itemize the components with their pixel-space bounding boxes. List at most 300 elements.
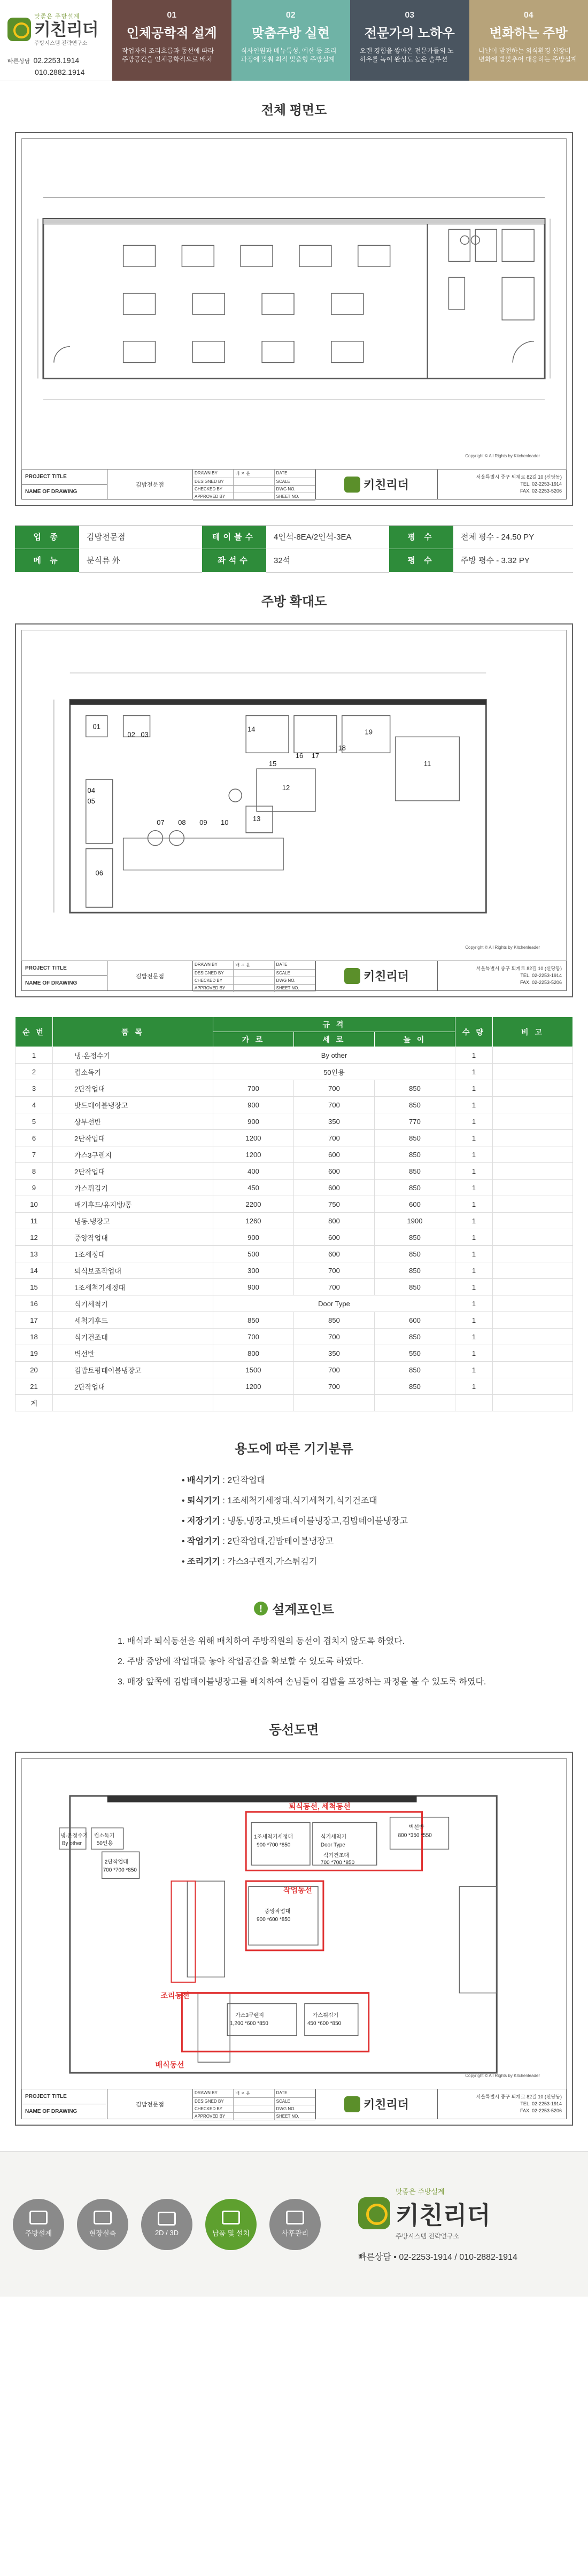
table-row	[16, 1097, 573, 1113]
table-cell: By other	[213, 1047, 455, 1064]
table-cell: 세척기후드	[53, 1312, 213, 1329]
table-cell: 850	[294, 1312, 375, 1329]
grid-cell: DESIGNED BY	[193, 2098, 234, 2105]
table-cell: 가스3구렌지	[53, 1146, 213, 1163]
title-block-logo	[316, 470, 438, 499]
flow-label-work: 작업동선	[283, 1886, 312, 1895]
list-item: 3. 매장 앞쪽에 김밥테이블냉장고를 배치하여 손님들이 김밥을 포장하는 과정을 볼 수 있도록 하였다.	[118, 1677, 486, 1687]
tel: TEL. 02-2253-1914	[520, 481, 562, 487]
footer-contact: 빠른상담 • 02-2253-1914 / 010-2882-1914	[358, 2253, 517, 2262]
table-cell	[493, 1113, 573, 1130]
flow-box-text: 컵소독기	[94, 1833, 115, 1839]
logo[interactable]	[7, 12, 112, 46]
title-block	[21, 961, 567, 991]
table-cell: 15	[16, 1279, 53, 1295]
grid-cell: SCALE	[275, 2098, 315, 2105]
table-cell: 1200	[213, 1146, 294, 1163]
table-cell: 1	[455, 1146, 493, 1163]
flow-floor-plan[interactable]	[21, 1758, 567, 2089]
grid-cell: DATE	[275, 961, 315, 970]
col-height: 높 이	[375, 1032, 455, 1047]
list-item: 1. 배식과 퇴식동선을 위해 배치하여 주방직원의 동선이 겹치지 않도록 하였다.	[118, 1637, 405, 1646]
service-circle[interactable]	[141, 2199, 192, 2250]
section-title-kitchen-plan: 주방 확대도	[261, 595, 327, 609]
table-cell: 1	[455, 1362, 493, 1378]
table-cell	[493, 1329, 573, 1345]
table-row	[16, 1312, 573, 1329]
footer-brand	[358, 2186, 517, 2262]
table-cell	[53, 1395, 213, 1411]
grid-cell: DRAWN BY	[193, 470, 234, 478]
table-cell: 1	[455, 1262, 493, 1279]
info-value: 전체 평수 - 24.50 PY	[453, 526, 573, 549]
table-cell: 1	[455, 1113, 493, 1130]
table-cell	[493, 1180, 573, 1196]
table-cell: 1	[455, 1295, 493, 1312]
col-name: 품 목	[53, 1017, 213, 1047]
exclamation-icon: !	[254, 1602, 268, 1615]
flow-box-text: 700 *700 *850	[103, 1867, 137, 1874]
grid-cell	[234, 970, 274, 977]
table-cell: 1조세척기세정대	[53, 1279, 213, 1295]
project-name: 김밥전문점	[107, 470, 193, 499]
feature-tiles	[112, 0, 588, 81]
equipment-number-label: 09	[199, 818, 207, 826]
flow-box-text: 중앙작업대	[265, 1909, 291, 1915]
table-row	[16, 1080, 573, 1097]
info-key: 평 수	[389, 549, 453, 573]
grid-cell: CHECKED BY	[193, 486, 234, 493]
service-circle[interactable]	[77, 2199, 128, 2250]
address: 서울특별시 중구 퇴계로 82길 10 (신당동)	[476, 966, 562, 971]
class-value: 2단작업대,김밥테이블냉장고	[227, 1537, 334, 1546]
class-value: 냉동,냉장고,밧드테이블냉장고,김밥테이블냉장고	[227, 1517, 408, 1526]
table-cell: 1	[455, 1097, 493, 1113]
class-key: 배식기기	[187, 1476, 220, 1485]
table-cell: 1	[455, 1180, 493, 1196]
equipment-number-label: 07	[157, 818, 165, 826]
footer-slogan: 맛좋은 주방설계	[396, 2188, 445, 2196]
table-cell: 700	[294, 1097, 375, 1113]
table-cell: 1	[455, 1312, 493, 1329]
flow-box-text: 냉·온정수기	[60, 1833, 88, 1839]
table-cell	[493, 1345, 573, 1362]
class-value: 가스3구렌지,가스튀김기	[227, 1557, 318, 1566]
table-row	[16, 1279, 573, 1295]
footer-logo[interactable]	[358, 2186, 517, 2241]
flow-box-text: 700 *700 *850	[320, 1860, 355, 1866]
table-cell: 700	[294, 1329, 375, 1345]
table-cell	[493, 1279, 573, 1295]
flow-label-cook: 조리동선	[160, 1991, 190, 2000]
list-item: • 퇴식기기 : 1조세척기세정대,식기세척기,식기건조대	[182, 1496, 377, 1505]
flow-plan-sheet	[15, 1752, 573, 2126]
address: 서울특별시 중구 퇴계로 82길 10 (신당동)	[476, 2094, 562, 2099]
equipment-number-label: 16	[295, 752, 304, 760]
full-floor-plan[interactable]	[21, 138, 567, 470]
contact-info	[7, 55, 112, 77]
table-row	[16, 1064, 573, 1080]
equipment-number-label: 06	[95, 869, 103, 877]
feature-tile	[350, 0, 469, 81]
table-cell: 2단작업대	[53, 1163, 213, 1180]
table-cell: 850	[375, 1097, 455, 1113]
table-cell: 식기세척기	[53, 1295, 213, 1312]
feature-tile	[469, 0, 588, 81]
table-cell: 850	[375, 1080, 455, 1097]
table-cell: 퇴식보조작업대	[53, 1262, 213, 1279]
project-info-table	[15, 525, 573, 573]
equipment-number-label: 05	[87, 797, 95, 805]
tile-desc: 오랜 경험을 쌓아온 전문가들의 노하우를 녹여 완성도 높은 솔루션	[360, 47, 454, 63]
table-cell: 식기건조대	[53, 1329, 213, 1345]
table-row	[16, 1146, 573, 1163]
measure-icon	[94, 2211, 112, 2224]
footer-contact-numbers[interactable]: 02-2253-1914 / 010-2882-1914	[399, 2253, 517, 2262]
col-qty: 수 량	[455, 1017, 493, 1047]
phone-1[interactable]: 02.2253.1914	[33, 56, 80, 65]
tile-desc: 나날이 발전하는 외식환경 신장비 변화에 발맞추어 대응하는 주방설계	[478, 47, 577, 63]
spec-table-body	[16, 1047, 573, 1411]
tel: TEL. 02-2253-1914	[520, 973, 562, 978]
table-cell: 700	[213, 1329, 294, 1345]
grid-cell: APPROVED BY	[193, 2113, 234, 2120]
equipment-number-label: 04	[87, 786, 95, 795]
info-key: 메 뉴	[15, 549, 79, 573]
table-cell: 850	[375, 1180, 455, 1196]
table-cell	[213, 1395, 294, 1411]
classification-list	[107, 1471, 481, 1572]
table-cell: 11	[16, 1213, 53, 1229]
table-cell: 16	[16, 1295, 53, 1312]
table-cell: 벽선반	[53, 1345, 213, 1362]
grid-cell	[234, 486, 274, 493]
list-item: • 작업기기 : 2단작업대,김밥테이블냉장고	[182, 1537, 334, 1546]
table-row	[16, 1246, 573, 1262]
title-block-logo	[316, 2089, 438, 2119]
table-cell: 18	[16, 1329, 53, 1345]
table-cell: 400	[213, 1163, 294, 1180]
page-footer	[0, 2151, 588, 2297]
table-cell: 6	[16, 1130, 53, 1146]
flow-box-text: 가스3구렌지	[235, 2012, 264, 2019]
grid-cell: DESIGNED BY	[193, 478, 234, 486]
table-cell	[493, 1213, 573, 1229]
grid-cell: 배 ㅈ 윤	[234, 470, 274, 478]
info-key: 업 종	[15, 526, 79, 549]
tile-number: 02	[285, 11, 296, 20]
table-cell: 850	[375, 1378, 455, 1395]
table-cell	[493, 1196, 573, 1213]
table-cell: 700	[213, 1080, 294, 1097]
table-cell: 600	[294, 1146, 375, 1163]
equipment-number-label: 19	[365, 728, 373, 736]
tile-desc: 작업자의 조리흐름과 동선에 따라 주방공간을 인체공학적으로 배치	[122, 47, 214, 63]
table-cell: 550	[375, 1345, 455, 1362]
grid-cell: DATE	[275, 2089, 315, 2098]
table-cell: 1	[455, 1047, 493, 1064]
table-cell: 상부선반	[53, 1113, 213, 1130]
drawing-name-label: NAME OF DRAWING	[25, 2109, 78, 2114]
table-cell: 1	[455, 1080, 493, 1097]
tile-number: 03	[405, 11, 415, 20]
service-circles	[13, 2199, 321, 2250]
title-block-logo	[316, 961, 438, 990]
table-cell: 900	[213, 1097, 294, 1113]
title-grid	[193, 470, 316, 499]
tile-number: 04	[523, 11, 533, 20]
table-row	[16, 1262, 573, 1279]
tile-title: 변화하는 주방	[489, 26, 568, 41]
table-cell: 850	[375, 1279, 455, 1295]
contact-label: 빠른상담	[7, 58, 30, 65]
list-item: • 배식기기 : 2단작업대	[182, 1476, 265, 1485]
table-cell: 가스튀김기	[53, 1180, 213, 1196]
table-cell	[493, 1362, 573, 1378]
table-cell: 1조세정대	[53, 1246, 213, 1262]
grid-cell: SHEET NO.	[275, 2113, 315, 2120]
grid-cell: APPROVED BY	[193, 985, 234, 992]
flow-box-text: 가스튀김기	[312, 2012, 339, 2019]
grid-cell: DESIGNED BY	[193, 970, 234, 977]
table-row	[16, 1345, 573, 1362]
service-circle[interactable]	[205, 2199, 257, 2250]
table-cell	[493, 1047, 573, 1064]
table-cell: 밧드테이블냉장고	[53, 1097, 213, 1113]
table-cell: 1	[455, 1329, 493, 1345]
table-cell: 700	[294, 1262, 375, 1279]
table-cell	[493, 1163, 573, 1180]
info-value: 분식류 外	[79, 549, 202, 573]
table-cell: 900	[213, 1229, 294, 1246]
table-cell: 냉동.냉장고	[53, 1213, 213, 1229]
table-cell	[493, 1262, 573, 1279]
grid-cell: 배 ㅈ 윤	[234, 2089, 274, 2098]
feature-tile	[231, 0, 351, 81]
table-cell: 9	[16, 1180, 53, 1196]
table-cell: 1	[455, 1279, 493, 1295]
flow-box-text: 50인용	[96, 1840, 113, 1847]
drawing-name-label: NAME OF DRAWING	[25, 980, 78, 986]
tile-desc: 식사인원과 메뉴특성, 예산 등 조리과정에 맞춰 최적 맞춤형 주방설계	[241, 47, 337, 63]
footer-subtitle: 주방시스템 전략연구소	[396, 2232, 460, 2240]
grid-cell	[234, 2105, 274, 2113]
table-cell: 1260	[213, 1213, 294, 1229]
title-block-brand: 키친리더	[363, 2098, 409, 2111]
table-cell: 12	[16, 1229, 53, 1246]
table-cell: 20	[16, 1362, 53, 1378]
grid-cell: DWG NO.	[275, 486, 315, 493]
phone-2[interactable]: 010.2882.1914	[35, 68, 85, 76]
table-row	[16, 1196, 573, 1213]
table-cell	[294, 1395, 375, 1411]
tile-number: 01	[167, 11, 177, 20]
table-cell: 1900	[375, 1213, 455, 1229]
table-cell	[493, 1229, 573, 1246]
table-row	[16, 1362, 573, 1378]
table-cell: 850	[375, 1262, 455, 1279]
title-block-address	[438, 470, 566, 499]
service-label: 2D / 3D	[154, 2229, 179, 2237]
kitchen-floor-plan[interactable]	[21, 630, 567, 961]
table-cell: 850	[375, 1130, 455, 1146]
equipment-number-label: 12	[282, 784, 290, 792]
grid-cell: 배 ㅈ 윤	[234, 961, 274, 970]
flow-box-text: 벽선반	[408, 1824, 424, 1831]
footer-contact-label: 빠른상담	[358, 2253, 391, 2262]
title-grid	[193, 2089, 316, 2119]
equipment-number-label: 08	[178, 818, 186, 826]
table-row	[16, 1113, 573, 1130]
table-cell: 750	[294, 1196, 375, 1213]
section-title-design-points: 설계포인트	[272, 1603, 334, 1617]
section-title-classification: 용도에 따른 기기분류	[235, 1442, 353, 1456]
project-name: 김밥전문점	[107, 2089, 193, 2119]
table-cell: 350	[294, 1113, 375, 1130]
table-row	[16, 1130, 573, 1146]
table-cell: 14	[16, 1262, 53, 1279]
project-name: 김밥전문점	[107, 961, 193, 990]
table-cell: 50인용	[213, 1064, 455, 1080]
copyright: Copyright © All Rights by Kitchenleader	[465, 454, 540, 458]
equipment-number-label: 02	[127, 730, 135, 739]
class-key: 저장기기	[187, 1517, 220, 1526]
kitchen-plan-sheet	[15, 623, 573, 997]
table-cell: 8	[16, 1163, 53, 1180]
table-cell: 컵소독기	[53, 1064, 213, 1080]
logo-name: 키친리더	[34, 20, 98, 39]
table-row	[16, 1295, 573, 1312]
design-points-list	[53, 1632, 535, 1692]
table-cell: 1500	[213, 1362, 294, 1378]
equipment-number-label: 10	[221, 818, 229, 826]
logo-icon	[358, 2197, 390, 2229]
table-cell: 350	[294, 1345, 375, 1362]
table-cell: 5	[16, 1113, 53, 1130]
section-title-flow-plan: 동선도면	[269, 1723, 319, 1737]
grid-cell: DRAWN BY	[193, 961, 234, 970]
service-circle[interactable]	[269, 2199, 321, 2250]
table-cell	[493, 1295, 573, 1312]
table-cell: Door Type	[213, 1295, 455, 1312]
table-cell: 850	[375, 1163, 455, 1180]
table-cell: 1	[455, 1213, 493, 1229]
title-block-address	[438, 961, 566, 990]
flow-box-text: 450 *600 *850	[307, 2020, 342, 2027]
table-cell	[493, 1064, 573, 1080]
col-note: 비 고	[493, 1017, 573, 1047]
tel: TEL. 02-2253-1914	[520, 2101, 562, 2106]
grid-cell: SHEET NO.	[275, 493, 315, 501]
brand-block	[0, 0, 112, 81]
table-cell: 김밥토핑테이블냉장고	[53, 1362, 213, 1378]
table-cell: 1	[455, 1163, 493, 1180]
flow-box-text: Door Type	[320, 1842, 345, 1848]
list-item: 2. 주방 중앙에 작업대를 놓아 작업공간을 확보할 수 있도록 하였다.	[118, 1657, 363, 1666]
table-cell: 1200	[213, 1378, 294, 1395]
logo-icon	[344, 2096, 360, 2112]
flow-drawing	[22, 1759, 566, 2089]
table-cell: 7	[16, 1146, 53, 1163]
grid-cell	[234, 2098, 274, 2105]
flow-box-text: 1,200 *600 *850	[230, 2020, 268, 2027]
equipment-number-label: 15	[268, 760, 277, 768]
info-key: 테이블수	[202, 526, 266, 549]
floor-plan-drawing	[22, 139, 566, 469]
service-circle[interactable]	[13, 2199, 64, 2250]
flow-label-return: 퇴식동선, 세척동선	[289, 1802, 351, 1811]
table-cell: 600	[375, 1196, 455, 1213]
equipment-number-label: 13	[252, 814, 261, 823]
col-no: 순 번	[16, 1017, 53, 1047]
table-cell: 700	[294, 1130, 375, 1146]
table-cell: 2단작업대	[53, 1378, 213, 1395]
table-cell	[375, 1395, 455, 1411]
info-value: 김밥전문점	[79, 526, 202, 549]
copyright: Copyright © All Rights by Kitchenleader	[465, 2073, 540, 2078]
table-cell: 700	[294, 1080, 375, 1097]
flow-box-text: 800 *350 *550	[398, 1832, 432, 1839]
table-cell: 600	[294, 1229, 375, 1246]
table-cell: 850	[375, 1246, 455, 1262]
equipment-spec-table	[15, 1017, 573, 1411]
grid-cell: CHECKED BY	[193, 977, 234, 985]
table-cell: 700	[294, 1378, 375, 1395]
table-cell: 700	[294, 1362, 375, 1378]
grid-cell	[234, 977, 274, 985]
table-cell: 700	[294, 1279, 375, 1295]
footer-brand-name: 키친리더	[396, 2202, 491, 2229]
service-label: 사후관리	[281, 2229, 309, 2237]
flow-box-text: 식기세척기	[320, 1834, 347, 1840]
class-key: 조리기기	[187, 1557, 220, 1566]
table-cell: 850	[375, 1229, 455, 1246]
table-cell: 600	[294, 1163, 375, 1180]
service-label: 납품 및 설치	[212, 2229, 250, 2237]
table-cell	[493, 1130, 573, 1146]
table-cell: 4	[16, 1097, 53, 1113]
title-block-brand: 키친리더	[363, 478, 409, 491]
grid-cell	[234, 985, 274, 992]
service-label: 주방설계	[25, 2229, 52, 2237]
flow-label-serve: 배식동선	[155, 2060, 184, 2070]
table-cell: 10	[16, 1196, 53, 1213]
table-cell: 1	[455, 1064, 493, 1080]
equipment-number-label: 03	[141, 730, 149, 739]
table-cell: 2	[16, 1064, 53, 1080]
info-key: 평 수	[389, 526, 453, 549]
grid-cell	[234, 2113, 274, 2120]
grid-cell: DWG NO.	[275, 2105, 315, 2113]
flow-box-text: 1조세척기세정대	[254, 1834, 293, 1840]
table-cell	[455, 1395, 493, 1411]
table-cell: 1	[455, 1345, 493, 1362]
table-cell: 2200	[213, 1196, 294, 1213]
table-row	[16, 1329, 573, 1345]
table-cell: 13	[16, 1246, 53, 1262]
fax: FAX. 02-2253-5206	[520, 980, 562, 985]
tile-title: 전문가의 노하우	[364, 26, 455, 41]
table-cell: 21	[16, 1378, 53, 1395]
logo-icon	[344, 968, 360, 984]
table-cell: 배기후드/유지방/통	[53, 1196, 213, 1213]
grid-cell: CHECKED BY	[193, 2105, 234, 2113]
flow-box-text: By other	[61, 1840, 82, 1847]
table-row	[16, 1047, 573, 1064]
class-value: 2단작업대	[227, 1476, 265, 1485]
info-value: 주방 평수 - 3.32 PY	[453, 549, 573, 573]
info-key: 좌석수	[202, 549, 266, 573]
